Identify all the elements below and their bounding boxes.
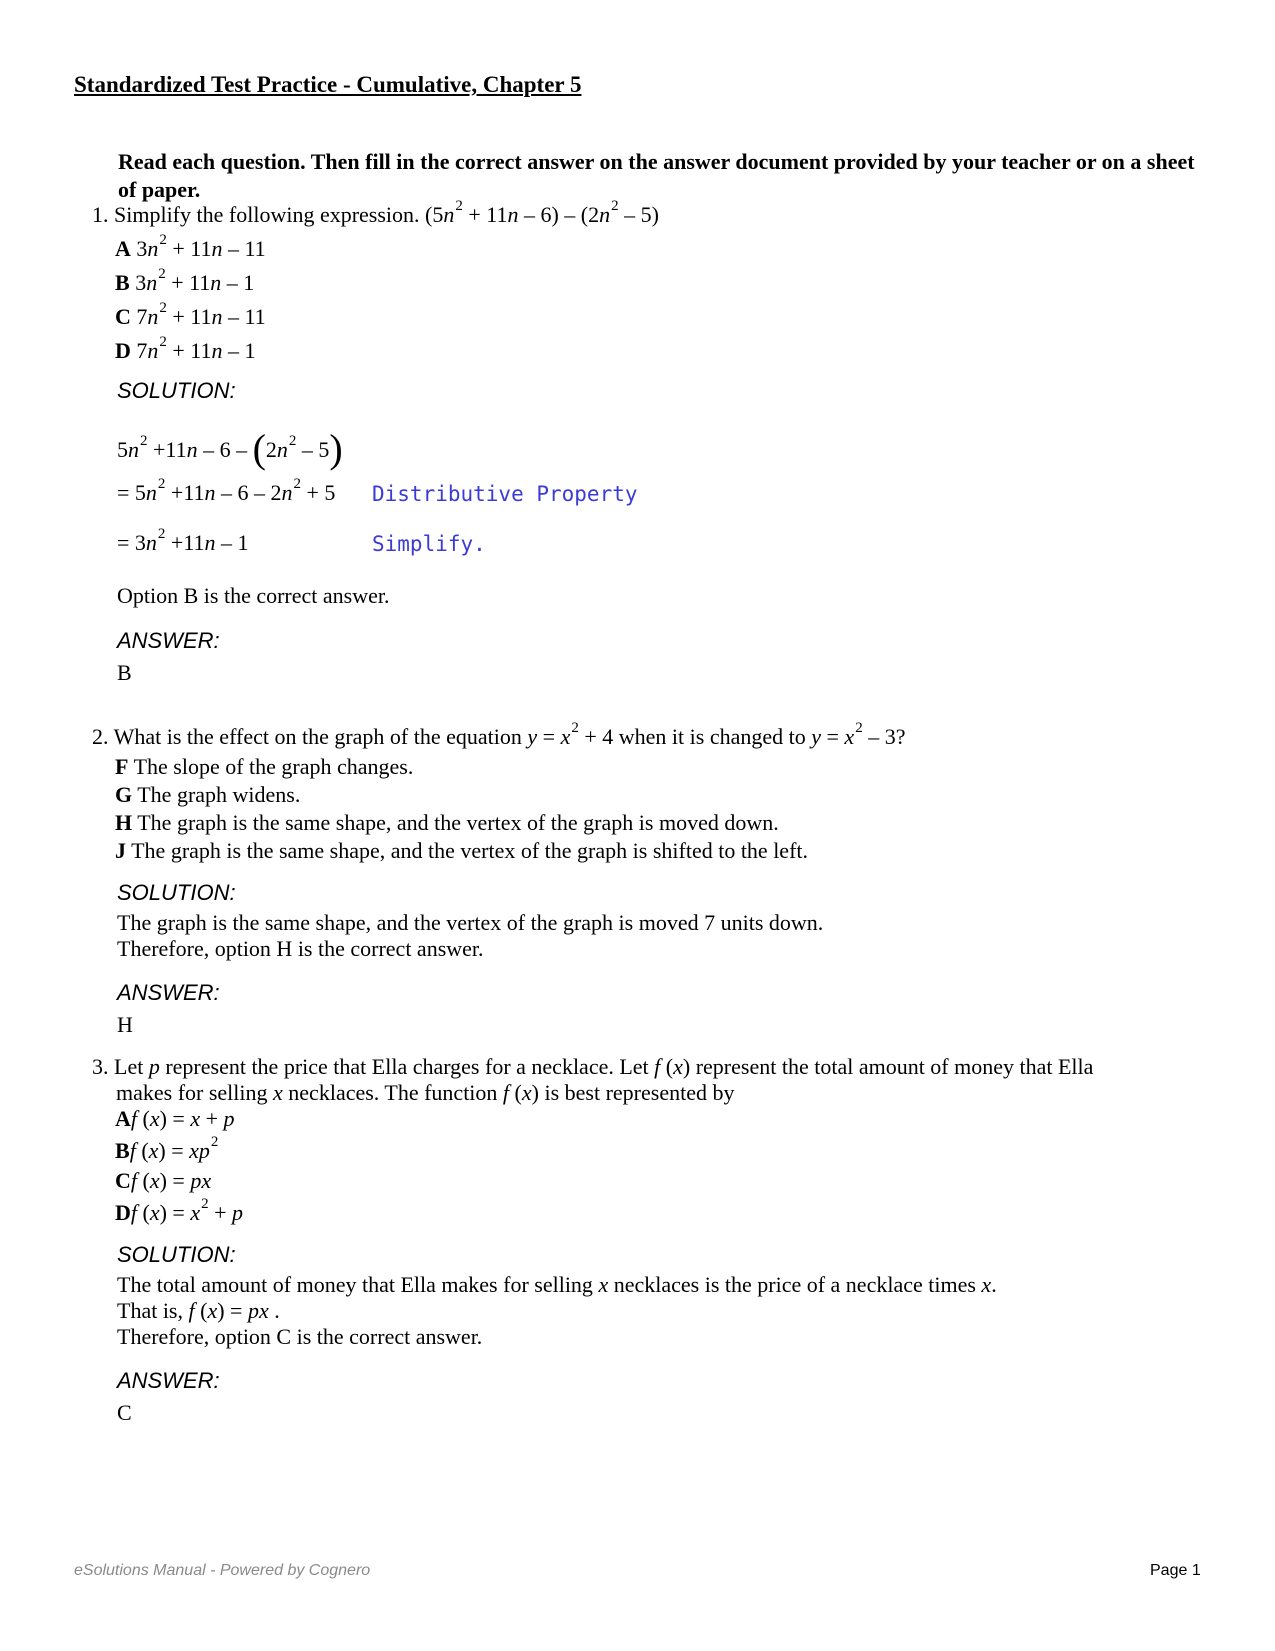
q1-work-note-2: Simplify. [372, 532, 486, 556]
q2-solution-label: SOLUTION: [117, 880, 236, 905]
q1-option-c: C $7n^2 + 11n - 11$ [115, 300, 266, 329]
question-expression: $(5n^2 + 11n - 6) - (2n^2 - 5)$ [425, 198, 659, 227]
q2-option-h: H The graph is the same shape, and the vertex of the graph is moved down. [115, 810, 779, 835]
page-title: Standardized Test Practice - Cumulative, Chapter 5 [74, 72, 582, 97]
q2-option-j: J The graph is the same shape, and the vertex of the graph is shifted to the left. [115, 838, 809, 863]
question-2: 2. What is the effect on the graph of the equation $y = x^2 + 4$ when it is changed to $y = x^2 - 3$? [92, 720, 906, 749]
question-prompt-b: when it is changed to [618, 724, 806, 749]
q3-option-a: Af (x) = x + p [115, 1106, 235, 1131]
page-number: Page 1 [1150, 1562, 1201, 1579]
q3-solution-line-2: That is, f (x) = px . [117, 1298, 280, 1323]
q1-option-d: D $7n^2 + 11n - 1$ [115, 334, 256, 363]
q3-solution-line-1: The total amount of money that Ella makes for selling x necklaces is the price of a necklace times x. [117, 1272, 997, 1297]
q1-work-note-1: Distributive Property [372, 482, 638, 506]
q2-solution-line-2: Therefore, option H is the correct answer. [117, 936, 484, 961]
q1-answer-value: B [117, 660, 132, 685]
q3-answer-value: C [117, 1400, 132, 1425]
question-prompt-a: What is the effect on the graph of the equation [113, 724, 522, 749]
q2-answer-label: ANSWER: [117, 980, 220, 1005]
question-number: 2. [92, 724, 109, 749]
question-3: 3. Let p represent the price that Ella charges for a necklace. Let f (x) represent the total amount of money that Ella makes for selling x necklaces. The function f (x) is best represented by [92, 1054, 1094, 1105]
q3-answer-label: ANSWER: [117, 1368, 220, 1393]
q3-option-b: Bf $(x) = xp^2$ [115, 1134, 219, 1163]
footer-credit: eSolutions Manual - Powered by Cognero [74, 1562, 371, 1579]
question-number: 1. [92, 202, 109, 227]
q1-work-line-1: $5n^2 +11n - 6 - (2n^2 - 5)$ [117, 426, 343, 471]
q3-option-d: Df $(x) = x^2 + p$ [115, 1196, 244, 1225]
q2-solution-line-1: The graph is the same shape, and the vertex of the graph is moved 7 units down. [117, 910, 824, 935]
q3-solution-line-3: Therefore, option C is the correct answer. [117, 1324, 483, 1349]
q3-solution-label: SOLUTION: [117, 1242, 236, 1267]
q3-option-c: Cf (x) = px [115, 1168, 212, 1193]
q2-answer-value: H [117, 1012, 133, 1037]
q1-answer-label: ANSWER: [117, 628, 220, 653]
q1-conclusion: Option B is the correct answer. [117, 583, 390, 608]
question-number: 3. [92, 1054, 109, 1079]
q1-solution-label: SOLUTION: [117, 378, 236, 403]
q1-work-line-2: = $5n^2 +11n - 6 - 2n^2 + 5$ [117, 476, 336, 505]
q2-option-f: F The slope of the graph changes. [115, 754, 414, 779]
instructions: Read each question. Then fill in the correct answer on the answer document provided by your teacher or on a sheet of paper. [118, 149, 1195, 202]
q1-work-line-3: = $3n^2 +11n - 1$ [117, 526, 249, 555]
question-1 [92, 198, 659, 231]
q1-option-b: B $3n^2 + 11n - 1$ [115, 266, 255, 295]
q2-option-g: G The graph widens. [115, 782, 301, 807]
q1-option-a: A $3n^2 + 11n - 11$ [115, 232, 266, 261]
question-prompt: Simplify the following expression. [114, 202, 420, 227]
